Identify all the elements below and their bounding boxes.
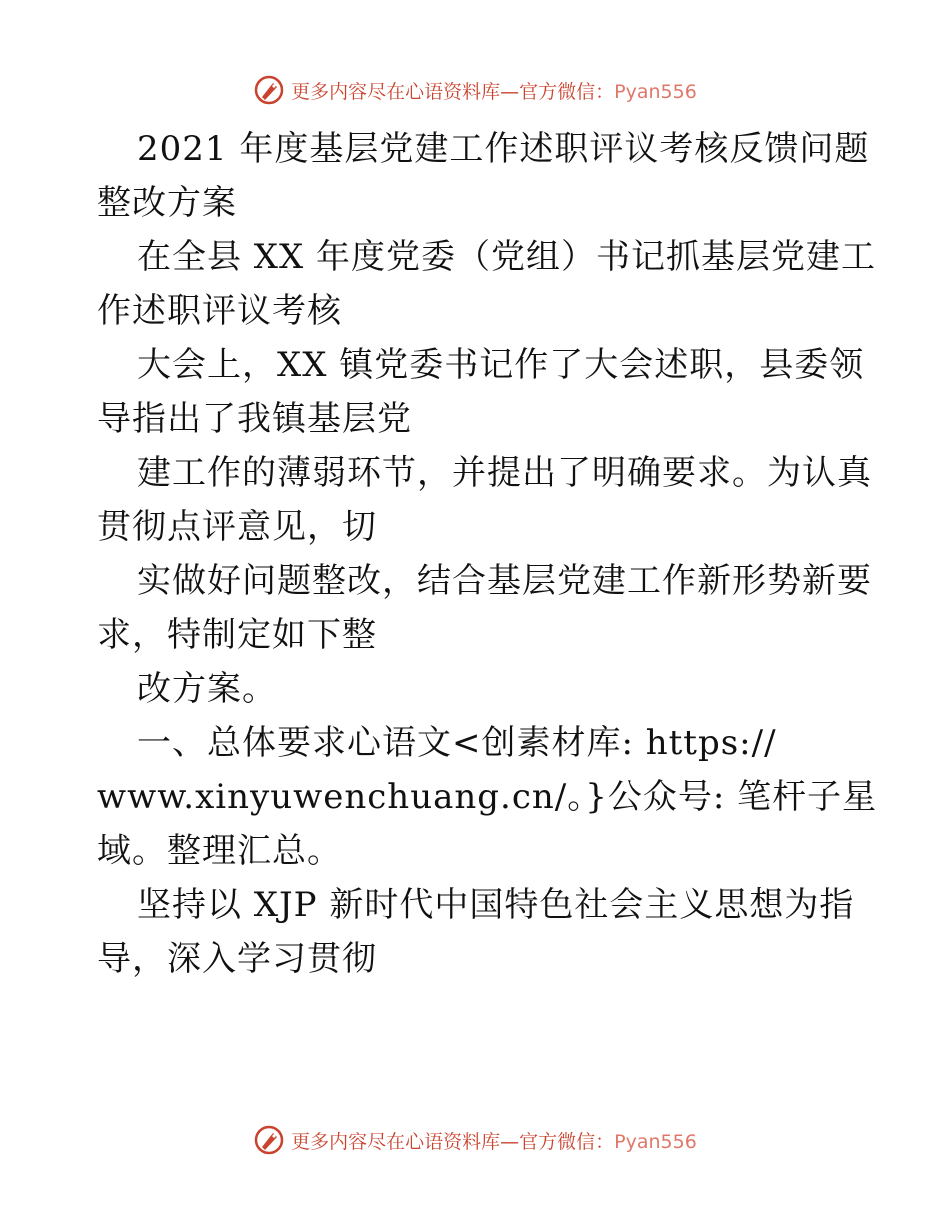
document-body — [97, 122, 878, 986]
doc-title-line-1: 2021 年度基层党建工作述职评议考核反馈问题 — [137, 129, 870, 169]
doc-line: 贯彻点评意见，切 — [97, 507, 377, 547]
doc-line: 求，特制定如下整 — [97, 615, 377, 655]
header-wechat-id: Pyan556 — [614, 80, 697, 103]
doc-line: 大会上，XX 镇党委书记作了大会述职，县委领 — [137, 345, 865, 385]
header-banner — [0, 70, 950, 110]
footer-banner — [0, 1120, 950, 1160]
doc-line: 实做好问题整改，结合基层党建工作新形势新要 — [137, 561, 872, 601]
doc-line: 坚持以 XJP 新时代中国特色社会主义思想为指 — [137, 885, 855, 925]
footer-wechat-id: Pyan556 — [614, 1130, 697, 1153]
doc-line: 在全县 XX 年度党委（党组）书记抓基层党建工 — [137, 237, 877, 277]
doc-line: 域。整理汇总。 — [97, 831, 342, 871]
pen-nib-logo-icon — [253, 74, 285, 106]
doc-line: 改方案。 — [137, 669, 277, 709]
doc-line: 导指出了我镇基层党 — [97, 399, 412, 439]
doc-line: 建工作的薄弱环节，并提出了明确要求。为认真 — [137, 453, 872, 493]
footer-banner-text: 更多内容尽在心语资料库—官方微信：Pyan556 — [291, 1130, 697, 1153]
section-heading-line: 一、总体要求心语文<创素材库: https:// — [137, 723, 777, 763]
doc-line: 导，深入学习贯彻 — [97, 939, 377, 979]
doc-line: www.xinyuwenchuang.cn/。}公众号: 笔杆子星 — [97, 777, 878, 817]
doc-line: 作述职评议考核 — [97, 291, 342, 331]
header-banner-text: 更多内容尽在心语资料库—官方微信：Pyan556 — [291, 80, 697, 103]
doc-title-line-2: 整改方案 — [97, 183, 237, 223]
pen-nib-logo-icon — [253, 1124, 285, 1156]
